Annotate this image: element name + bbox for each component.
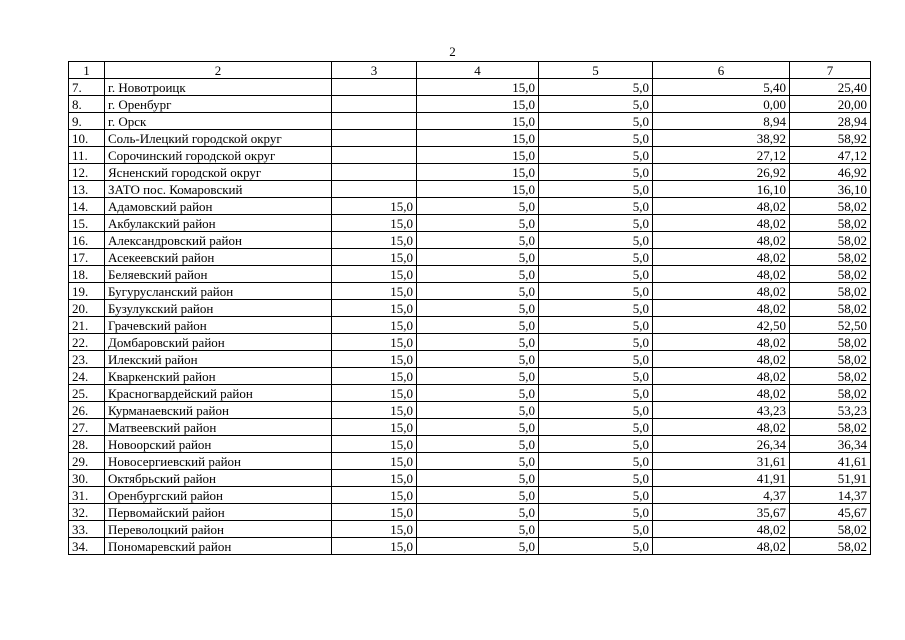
table-row	[69, 147, 871, 164]
table-row	[69, 198, 871, 215]
value-cell-5: 5,0	[539, 79, 653, 96]
district-name-cell: Октябрьский район	[105, 470, 332, 487]
value-cell-4: 5,0	[417, 504, 539, 521]
value-cell-4: 5,0	[417, 198, 539, 215]
value-cell-4: 15,0	[417, 113, 539, 130]
value-cell-3: 15,0	[332, 504, 417, 521]
column-header: 5	[539, 62, 653, 79]
value-cell-6: 48,02	[653, 538, 790, 555]
value-cell-7: 53,23	[790, 402, 871, 419]
value-cell-7: 36,34	[790, 436, 871, 453]
value-cell-4: 15,0	[417, 181, 539, 198]
table-row	[69, 249, 871, 266]
value-cell-6: 42,50	[653, 317, 790, 334]
table-row	[69, 266, 871, 283]
value-cell-3	[332, 181, 417, 198]
column-header: 4	[417, 62, 539, 79]
value-cell-7: 28,94	[790, 113, 871, 130]
value-cell-6: 31,61	[653, 453, 790, 470]
district-name-cell: Пономаревский район	[105, 538, 332, 555]
value-cell-5: 5,0	[539, 419, 653, 436]
value-cell-5: 5,0	[539, 487, 653, 504]
table-header-row	[69, 62, 871, 79]
value-cell-5: 5,0	[539, 334, 653, 351]
district-name-cell: Александровский район	[105, 232, 332, 249]
value-cell-4: 5,0	[417, 249, 539, 266]
district-name-cell: Оренбургский район	[105, 487, 332, 504]
value-cell-4: 5,0	[417, 538, 539, 555]
district-name-cell: Соль-Илецкий городской округ	[105, 130, 332, 147]
table-row	[69, 402, 871, 419]
district-name-cell: г. Оренбург	[105, 96, 332, 113]
value-cell-3: 15,0	[332, 300, 417, 317]
value-cell-6: 38,92	[653, 130, 790, 147]
table-row	[69, 436, 871, 453]
column-header: 3	[332, 62, 417, 79]
value-cell-3: 15,0	[332, 538, 417, 555]
table-row	[69, 368, 871, 385]
table-row	[69, 487, 871, 504]
value-cell-3	[332, 79, 417, 96]
value-cell-6: 41,91	[653, 470, 790, 487]
value-cell-6: 8,94	[653, 113, 790, 130]
value-cell-3: 15,0	[332, 334, 417, 351]
value-cell-7: 25,40	[790, 79, 871, 96]
value-cell-7: 58,02	[790, 300, 871, 317]
value-cell-3: 15,0	[332, 249, 417, 266]
value-cell-4: 5,0	[417, 436, 539, 453]
value-cell-6: 48,02	[653, 385, 790, 402]
value-cell-3: 15,0	[332, 198, 417, 215]
district-name-cell: Сорочинский городской округ	[105, 147, 332, 164]
value-cell-6: 48,02	[653, 266, 790, 283]
data-table	[68, 61, 871, 555]
row-number-cell: 9.	[69, 113, 105, 130]
table-row	[69, 215, 871, 232]
value-cell-4: 5,0	[417, 487, 539, 504]
value-cell-3	[332, 130, 417, 147]
value-cell-6: 48,02	[653, 521, 790, 538]
value-cell-6: 48,02	[653, 300, 790, 317]
table-row	[69, 538, 871, 555]
value-cell-6: 48,02	[653, 198, 790, 215]
value-cell-4: 5,0	[417, 521, 539, 538]
value-cell-3: 15,0	[332, 368, 417, 385]
value-cell-6: 16,10	[653, 181, 790, 198]
value-cell-6: 48,02	[653, 419, 790, 436]
value-cell-6: 26,92	[653, 164, 790, 181]
row-number-cell: 15.	[69, 215, 105, 232]
value-cell-3: 15,0	[332, 436, 417, 453]
table-row	[69, 317, 871, 334]
value-cell-7: 58,02	[790, 215, 871, 232]
value-cell-7: 58,02	[790, 283, 871, 300]
value-cell-6: 48,02	[653, 351, 790, 368]
row-number-cell: 25.	[69, 385, 105, 402]
district-name-cell: Адамовский район	[105, 198, 332, 215]
value-cell-5: 5,0	[539, 130, 653, 147]
value-cell-3: 15,0	[332, 317, 417, 334]
value-cell-3: 15,0	[332, 385, 417, 402]
value-cell-4: 5,0	[417, 402, 539, 419]
district-name-cell: г. Новотроицк	[105, 79, 332, 96]
district-name-cell: Илекский район	[105, 351, 332, 368]
row-number-cell: 31.	[69, 487, 105, 504]
column-header: 7	[790, 62, 871, 79]
value-cell-7: 58,02	[790, 249, 871, 266]
value-cell-7: 51,91	[790, 470, 871, 487]
district-name-cell: Первомайский район	[105, 504, 332, 521]
district-name-cell: Бузулукский район	[105, 300, 332, 317]
district-name-cell: Новосергиевский район	[105, 453, 332, 470]
value-cell-5: 5,0	[539, 317, 653, 334]
value-cell-5: 5,0	[539, 164, 653, 181]
row-number-cell: 14.	[69, 198, 105, 215]
table-row	[69, 164, 871, 181]
table-row	[69, 470, 871, 487]
value-cell-5: 5,0	[539, 521, 653, 538]
value-cell-3: 15,0	[332, 351, 417, 368]
value-cell-4: 5,0	[417, 215, 539, 232]
value-cell-7: 58,02	[790, 198, 871, 215]
value-cell-6: 48,02	[653, 249, 790, 266]
row-number-cell: 8.	[69, 96, 105, 113]
table-row	[69, 504, 871, 521]
value-cell-3: 15,0	[332, 215, 417, 232]
district-name-cell: Асекеевский район	[105, 249, 332, 266]
value-cell-4: 5,0	[417, 334, 539, 351]
column-header: 6	[653, 62, 790, 79]
district-name-cell: Переволоцкий район	[105, 521, 332, 538]
value-cell-5: 5,0	[539, 232, 653, 249]
value-cell-6: 48,02	[653, 368, 790, 385]
value-cell-7: 52,50	[790, 317, 871, 334]
value-cell-3: 15,0	[332, 402, 417, 419]
value-cell-4: 5,0	[417, 453, 539, 470]
row-number-cell: 27.	[69, 419, 105, 436]
value-cell-5: 5,0	[539, 215, 653, 232]
value-cell-4: 5,0	[417, 232, 539, 249]
value-cell-5: 5,0	[539, 96, 653, 113]
value-cell-3	[332, 96, 417, 113]
table-row	[69, 181, 871, 198]
row-number-cell: 34.	[69, 538, 105, 555]
district-name-cell: Ясненский городской округ	[105, 164, 332, 181]
row-number-cell: 17.	[69, 249, 105, 266]
value-cell-7: 58,02	[790, 351, 871, 368]
district-name-cell: Курманаевский район	[105, 402, 332, 419]
value-cell-7: 36,10	[790, 181, 871, 198]
table-row	[69, 419, 871, 436]
row-number-cell: 24.	[69, 368, 105, 385]
value-cell-3: 15,0	[332, 419, 417, 436]
value-cell-5: 5,0	[539, 402, 653, 419]
value-cell-5: 5,0	[539, 368, 653, 385]
value-cell-4: 5,0	[417, 351, 539, 368]
row-number-cell: 22.	[69, 334, 105, 351]
value-cell-3: 15,0	[332, 232, 417, 249]
table-row	[69, 521, 871, 538]
value-cell-6: 48,02	[653, 334, 790, 351]
table-row	[69, 96, 871, 113]
value-cell-6: 27,12	[653, 147, 790, 164]
row-number-cell: 12.	[69, 164, 105, 181]
district-name-cell: ЗАТО пос. Комаровский	[105, 181, 332, 198]
district-name-cell: Кваркенский район	[105, 368, 332, 385]
value-cell-6: 48,02	[653, 232, 790, 249]
value-cell-4: 5,0	[417, 470, 539, 487]
value-cell-3: 15,0	[332, 521, 417, 538]
value-cell-3: 15,0	[332, 266, 417, 283]
value-cell-5: 5,0	[539, 538, 653, 555]
value-cell-3: 15,0	[332, 487, 417, 504]
value-cell-4: 15,0	[417, 130, 539, 147]
value-cell-7: 58,02	[790, 266, 871, 283]
row-number-cell: 20.	[69, 300, 105, 317]
row-number-cell: 28.	[69, 436, 105, 453]
table-row	[69, 232, 871, 249]
table-row	[69, 300, 871, 317]
value-cell-4: 5,0	[417, 266, 539, 283]
column-header: 2	[105, 62, 332, 79]
district-name-cell: Новоорский район	[105, 436, 332, 453]
table-row	[69, 453, 871, 470]
district-name-cell: Домбаровский район	[105, 334, 332, 351]
district-name-cell: Беляевский район	[105, 266, 332, 283]
value-cell-5: 5,0	[539, 283, 653, 300]
value-cell-7: 58,02	[790, 538, 871, 555]
district-name-cell: г. Орск	[105, 113, 332, 130]
row-number-cell: 30.	[69, 470, 105, 487]
value-cell-3: 15,0	[332, 470, 417, 487]
value-cell-5: 5,0	[539, 113, 653, 130]
value-cell-7: 45,67	[790, 504, 871, 521]
table-row	[69, 334, 871, 351]
value-cell-5: 5,0	[539, 453, 653, 470]
row-number-cell: 26.	[69, 402, 105, 419]
value-cell-4: 15,0	[417, 79, 539, 96]
table-row	[69, 283, 871, 300]
value-cell-4: 5,0	[417, 385, 539, 402]
row-number-cell: 33.	[69, 521, 105, 538]
value-cell-7: 58,02	[790, 419, 871, 436]
value-cell-6: 48,02	[653, 215, 790, 232]
value-cell-6: 26,34	[653, 436, 790, 453]
value-cell-3	[332, 147, 417, 164]
value-cell-5: 5,0	[539, 470, 653, 487]
value-cell-7: 58,02	[790, 368, 871, 385]
row-number-cell: 10.	[69, 130, 105, 147]
row-number-cell: 29.	[69, 453, 105, 470]
value-cell-4: 5,0	[417, 317, 539, 334]
district-name-cell: Бугурусланский район	[105, 283, 332, 300]
district-name-cell: Акбулакский район	[105, 215, 332, 232]
value-cell-3	[332, 113, 417, 130]
table-row	[69, 385, 871, 402]
district-name-cell: Грачевский район	[105, 317, 332, 334]
row-number-cell: 7.	[69, 79, 105, 96]
value-cell-7: 41,61	[790, 453, 871, 470]
value-cell-5: 5,0	[539, 385, 653, 402]
value-cell-5: 5,0	[539, 181, 653, 198]
value-cell-4: 5,0	[417, 300, 539, 317]
value-cell-6: 48,02	[653, 283, 790, 300]
page-number: 2	[449, 44, 456, 59]
value-cell-5: 5,0	[539, 504, 653, 521]
value-cell-5: 5,0	[539, 147, 653, 164]
row-number-cell: 11.	[69, 147, 105, 164]
district-name-cell: Матвеевский район	[105, 419, 332, 436]
value-cell-7: 58,02	[790, 521, 871, 538]
value-cell-6: 35,67	[653, 504, 790, 521]
value-cell-7: 58,02	[790, 385, 871, 402]
value-cell-7: 47,12	[790, 147, 871, 164]
value-cell-5: 5,0	[539, 436, 653, 453]
row-number-cell: 16.	[69, 232, 105, 249]
value-cell-7: 46,92	[790, 164, 871, 181]
value-cell-7: 14,37	[790, 487, 871, 504]
value-cell-6: 43,23	[653, 402, 790, 419]
value-cell-6: 4,37	[653, 487, 790, 504]
value-cell-4: 5,0	[417, 368, 539, 385]
value-cell-3: 15,0	[332, 283, 417, 300]
row-number-cell: 21.	[69, 317, 105, 334]
table-row	[69, 113, 871, 130]
value-cell-5: 5,0	[539, 266, 653, 283]
table-body	[69, 62, 871, 555]
value-cell-7: 20,00	[790, 96, 871, 113]
district-name-cell: Красногвардейский район	[105, 385, 332, 402]
value-cell-4: 15,0	[417, 164, 539, 181]
row-number-cell: 19.	[69, 283, 105, 300]
value-cell-6: 0,00	[653, 96, 790, 113]
row-number-cell: 18.	[69, 266, 105, 283]
value-cell-4: 5,0	[417, 419, 539, 436]
value-cell-5: 5,0	[539, 300, 653, 317]
value-cell-5: 5,0	[539, 249, 653, 266]
value-cell-3	[332, 164, 417, 181]
row-number-cell: 32.	[69, 504, 105, 521]
value-cell-5: 5,0	[539, 351, 653, 368]
value-cell-7: 58,02	[790, 334, 871, 351]
value-cell-7: 58,92	[790, 130, 871, 147]
table-row	[69, 351, 871, 368]
value-cell-7: 58,02	[790, 232, 871, 249]
value-cell-6: 5,40	[653, 79, 790, 96]
value-cell-3: 15,0	[332, 453, 417, 470]
value-cell-5: 5,0	[539, 198, 653, 215]
column-header: 1	[69, 62, 105, 79]
table-row	[69, 130, 871, 147]
row-number-cell: 13.	[69, 181, 105, 198]
row-number-cell: 23.	[69, 351, 105, 368]
table-row	[69, 79, 871, 96]
value-cell-4: 15,0	[417, 147, 539, 164]
value-cell-4: 15,0	[417, 96, 539, 113]
value-cell-4: 5,0	[417, 283, 539, 300]
